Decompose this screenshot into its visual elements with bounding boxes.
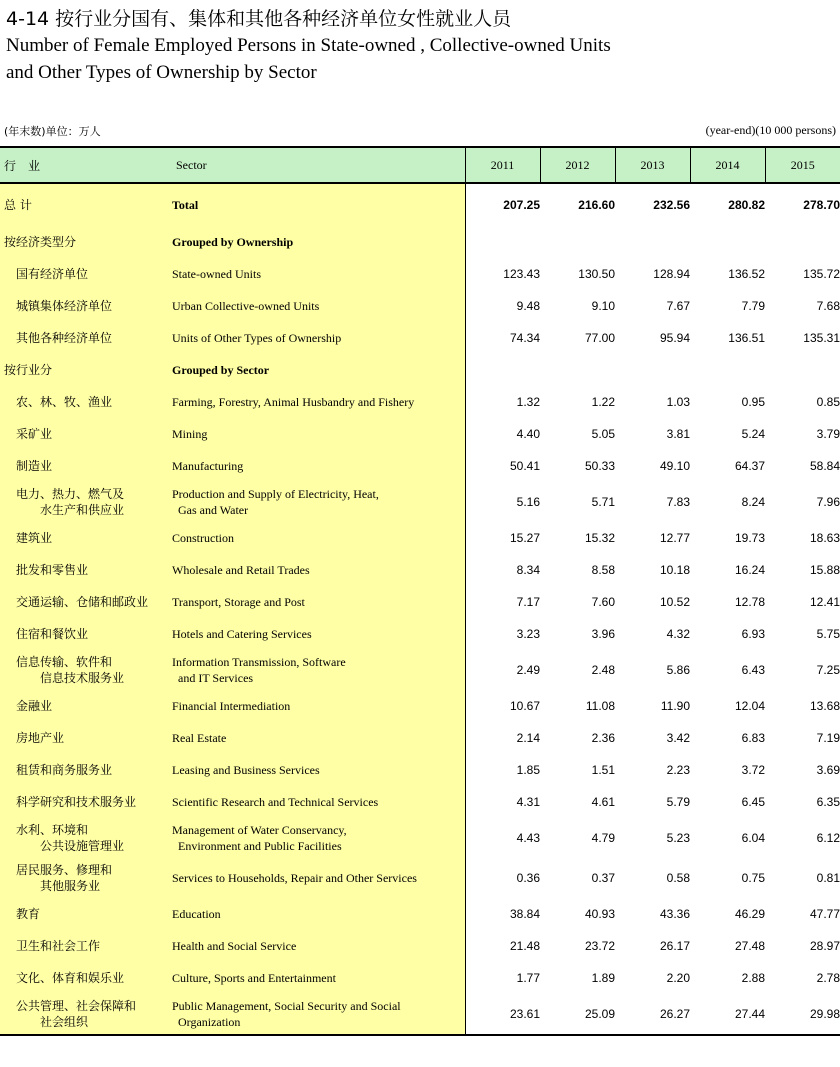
value-cell: 77.00 xyxy=(584,331,615,345)
value-cell: 1.89 xyxy=(591,971,615,985)
value-cell: 0.58 xyxy=(666,871,690,885)
value-cell: 135.31 xyxy=(803,331,840,345)
table-row xyxy=(0,858,840,898)
value-cell xyxy=(465,226,540,258)
value-cell: 1.85 xyxy=(516,763,540,777)
sector-name-chinese xyxy=(0,322,172,354)
value-cell: 6.45 xyxy=(741,795,765,809)
sector-name-english xyxy=(172,754,465,786)
value-cell: 10.52 xyxy=(659,595,690,609)
value-cell: 5.86 xyxy=(666,663,690,677)
value-cell: 15.88 xyxy=(809,563,840,577)
table-body xyxy=(0,183,840,1035)
sector-name-english-line: Transport, Storage and Post xyxy=(172,595,305,609)
value-cell: 95.94 xyxy=(659,331,690,345)
sector-name-chinese xyxy=(0,183,172,226)
sector-name-english xyxy=(172,690,465,722)
table-row xyxy=(0,754,840,786)
sector-name-english xyxy=(172,482,465,522)
value-cell: 3.42 xyxy=(666,731,690,745)
group-header-row xyxy=(0,226,840,258)
sector-name-english-line: Mining xyxy=(172,427,208,441)
sector-name-english xyxy=(172,962,465,994)
value-cell: 28.97 xyxy=(809,939,840,953)
value-cell: 4.79 xyxy=(591,831,615,845)
table-row xyxy=(0,962,840,994)
table-row xyxy=(0,618,840,650)
sector-name-english-line: Gas and Water xyxy=(178,503,249,517)
value-cell: 7.19 xyxy=(816,731,840,745)
table-row xyxy=(0,786,840,818)
value-cell xyxy=(465,354,540,386)
value-cell: 2.49 xyxy=(516,663,540,677)
sector-name-chinese xyxy=(0,418,172,450)
sector-name-chinese-line: 居民服务、修理和 xyxy=(16,863,113,877)
sector-name-chinese-line: 采矿业 xyxy=(16,427,53,441)
value-cell: 6.04 xyxy=(741,831,765,845)
value-cell: 1.51 xyxy=(591,763,615,777)
value-cell: 7.96 xyxy=(816,495,840,509)
sector-name-chinese-line: 交通运输、仓储和邮政业 xyxy=(16,595,149,609)
sector-name-english xyxy=(172,994,465,1035)
sector-name-chinese xyxy=(0,962,172,994)
table-row xyxy=(0,554,840,586)
value-cell: 13.68 xyxy=(809,699,840,713)
sector-name-english xyxy=(172,386,465,418)
value-cell: 5.16 xyxy=(516,495,540,509)
value-cell: 12.04 xyxy=(734,699,765,713)
sector-name-chinese-line: 公共管理、社会保障和 xyxy=(16,999,137,1013)
value-cell xyxy=(690,226,765,258)
sector-name-english-line: Wholesale and Retail Trades xyxy=(172,563,310,577)
sector-name-chinese xyxy=(0,858,172,898)
value-cell: 43.36 xyxy=(659,907,690,921)
sector-name-english xyxy=(172,818,465,858)
table-row xyxy=(0,722,840,754)
sector-name-chinese-line: 批发和零售业 xyxy=(16,563,89,577)
value-cell: 3.81 xyxy=(666,427,690,441)
value-cell: 4.31 xyxy=(516,795,540,809)
value-cell xyxy=(540,354,615,386)
value-cell xyxy=(765,354,840,386)
sector-name-chinese xyxy=(0,618,172,650)
sector-name-english-line: Leasing and Business Services xyxy=(172,763,320,777)
value-cell: 6.43 xyxy=(741,663,765,677)
sector-name-chinese-line: 房地产业 xyxy=(16,731,65,745)
table-row xyxy=(0,418,840,450)
sector-name-english-line: Hotels and Catering Services xyxy=(172,627,312,641)
value-cell: 7.83 xyxy=(666,495,690,509)
sector-name-english-line: Education xyxy=(172,907,221,921)
value-cell: 7.67 xyxy=(666,299,690,313)
table-row xyxy=(0,930,840,962)
table-row xyxy=(0,450,840,482)
sector-name-english-line: Urban Collective-owned Units xyxy=(172,299,320,313)
value-cell: 4.32 xyxy=(666,627,690,641)
header-year: 2012 xyxy=(540,147,615,183)
value-cell: 11.90 xyxy=(660,699,690,713)
value-cell: 3.96 xyxy=(591,627,615,641)
value-cell: 27.44 xyxy=(690,994,765,1035)
sector-name-chinese-line: 农、林、牧、渔业 xyxy=(16,395,113,409)
unit-note-chinese: (年末数)单位：万人 xyxy=(4,125,101,138)
total-row xyxy=(0,183,840,226)
sector-name-chinese xyxy=(0,898,172,930)
value-cell: 7.68 xyxy=(816,299,840,313)
table-row xyxy=(0,898,840,930)
sector-name-english xyxy=(172,786,465,818)
value-cell: 4.40 xyxy=(516,427,540,441)
value-cell: 3.79 xyxy=(816,427,840,441)
sector-name-english-line: Culture, Sports and Entertainment xyxy=(172,971,336,985)
value-cell: 3.23 xyxy=(516,627,540,641)
value-cell xyxy=(540,226,615,258)
value-cell: 10.18 xyxy=(659,563,690,577)
sector-name-chinese-line: 卫生和社会工作 xyxy=(16,939,101,953)
data-table xyxy=(0,146,840,1036)
sector-name-english xyxy=(172,650,465,690)
sector-name-chinese-line: 水生产和供应业 xyxy=(40,503,125,517)
sector-name-chinese-line: 金融业 xyxy=(16,699,53,713)
header-row xyxy=(0,147,840,183)
sector-name-english-line: Organization xyxy=(178,1015,241,1029)
sector-name-chinese xyxy=(0,786,172,818)
value-cell: 8.34 xyxy=(516,563,540,577)
value-cell: 15.32 xyxy=(584,531,615,545)
table-title-english-line2: and Other Types of Ownership by Sector xyxy=(6,62,317,83)
value-cell: 26.27 xyxy=(615,994,690,1035)
table-row xyxy=(0,994,840,1035)
sector-name-chinese xyxy=(0,290,172,322)
value-cell: 12.41 xyxy=(809,595,840,609)
sector-name-english xyxy=(172,290,465,322)
value-cell: 7.17 xyxy=(516,595,540,609)
value-cell: 8.24 xyxy=(741,495,765,509)
sector-name-chinese-line: 总 计 xyxy=(4,198,32,212)
sector-name-chinese xyxy=(0,994,172,1035)
value-cell: 7.25 xyxy=(816,663,840,677)
sector-name-chinese-line: 公共设施管理业 xyxy=(40,839,125,853)
value-cell: 7.79 xyxy=(741,299,765,313)
value-cell: 2.20 xyxy=(666,971,690,985)
value-cell: 6.35 xyxy=(816,795,840,809)
sector-name-english xyxy=(172,618,465,650)
value-cell: 5.23 xyxy=(666,831,690,845)
sector-name-chinese xyxy=(0,354,172,386)
sector-name-english xyxy=(172,554,465,586)
table-row xyxy=(0,322,840,354)
value-cell: 5.79 xyxy=(666,795,690,809)
sector-name-english xyxy=(172,258,465,290)
value-cell: 4.61 xyxy=(591,795,615,809)
sector-name-chinese-line: 城镇集体经济单位 xyxy=(16,299,113,313)
sector-name-chinese-line: 水利、环境和 xyxy=(16,823,89,837)
sector-name-chinese-line: 信息技术服务业 xyxy=(40,671,125,685)
group-header-row xyxy=(0,354,840,386)
sector-name-english xyxy=(172,183,465,226)
sector-name-chinese-line: 科学研究和技术服务业 xyxy=(16,795,137,809)
sector-name-english xyxy=(172,722,465,754)
value-cell: 49.10 xyxy=(659,459,690,473)
value-cell: 50.33 xyxy=(584,459,615,473)
value-cell: 0.85 xyxy=(816,395,840,409)
sector-name-chinese-line: 租赁和商务服务业 xyxy=(16,763,113,777)
sector-name-english-line: Information Transmission, Software xyxy=(172,655,346,669)
value-cell: 0.95 xyxy=(741,395,765,409)
sector-name-chinese xyxy=(0,650,172,690)
value-cell: 207.25 xyxy=(503,198,540,212)
value-cell: 1.22 xyxy=(591,395,615,409)
sector-name-english xyxy=(172,354,465,386)
unit-note-english: (year-end)(10 000 persons) xyxy=(705,123,836,137)
value-cell: 1.77 xyxy=(516,971,540,985)
value-cell: 50.41 xyxy=(509,459,540,473)
sector-name-english-line: Manufacturing xyxy=(172,459,244,473)
sector-name-english xyxy=(172,418,465,450)
sector-name-chinese-line: 教育 xyxy=(16,907,41,921)
value-cell: 46.29 xyxy=(734,907,765,921)
value-cell: 3.69 xyxy=(816,763,840,777)
value-cell: 5.71 xyxy=(591,495,615,509)
header-year: 2013 xyxy=(615,147,690,183)
value-cell: 136.52 xyxy=(728,267,765,281)
header-year: 2014 xyxy=(690,147,765,183)
sector-name-chinese xyxy=(0,450,172,482)
value-cell: 27.48 xyxy=(734,939,765,953)
header-sector-chinese: 行 业 xyxy=(0,147,172,183)
sector-name-chinese xyxy=(0,690,172,722)
sector-name-chinese-line: 其他服务业 xyxy=(40,879,101,893)
value-cell: 2.36 xyxy=(591,731,615,745)
table-row xyxy=(0,482,840,522)
value-cell: 0.36 xyxy=(516,871,540,885)
value-cell: 25.09 xyxy=(540,994,615,1035)
table-title-english-line1: Number of Female Employed Persons in State-owned , Collective-owned Units xyxy=(6,35,611,56)
sector-name-english xyxy=(172,898,465,930)
sector-name-chinese-line: 按行业分 xyxy=(4,363,53,377)
sector-name-english-line: and IT Services xyxy=(178,671,254,685)
value-cell: 2.48 xyxy=(591,663,615,677)
value-cell: 0.81 xyxy=(816,871,840,885)
value-cell: 2.14 xyxy=(516,731,540,745)
sector-name-chinese xyxy=(0,226,172,258)
value-cell: 16.24 xyxy=(734,563,765,577)
sector-name-english xyxy=(172,586,465,618)
value-cell: 128.94 xyxy=(653,267,690,281)
table-title-chinese: 4-14 按行业分国有、集体和其他各种经济单位女性就业人员 xyxy=(6,8,512,30)
sector-name-english xyxy=(172,858,465,898)
value-cell: 12.78 xyxy=(734,595,765,609)
value-cell: 5.24 xyxy=(741,427,765,441)
value-cell: 47.77 xyxy=(809,907,840,921)
value-cell: 232.56 xyxy=(653,198,690,212)
sector-name-english-line: Environment and Public Facilities xyxy=(178,839,342,853)
sector-name-chinese-line: 电力、热力、燃气及 xyxy=(16,487,125,501)
value-cell: 2.23 xyxy=(666,763,690,777)
table-row xyxy=(0,586,840,618)
header-sector-english: Sector xyxy=(172,147,465,183)
sector-name-chinese xyxy=(0,386,172,418)
value-cell: 216.60 xyxy=(578,198,615,212)
value-cell: 130.50 xyxy=(578,267,615,281)
value-cell: 1.03 xyxy=(666,395,690,409)
header-year: 2015 xyxy=(765,147,840,183)
value-cell: 23.61 xyxy=(465,994,540,1035)
sector-name-chinese-line: 其他各种经济单位 xyxy=(16,331,113,345)
sector-name-english xyxy=(172,930,465,962)
value-cell: 74.34 xyxy=(509,331,540,345)
sector-name-chinese-line: 按经济类型分 xyxy=(4,235,77,249)
value-cell: 9.10 xyxy=(591,299,615,313)
value-cell xyxy=(615,226,690,258)
value-cell: 26.17 xyxy=(659,939,690,953)
sector-name-english xyxy=(172,226,465,258)
table-row xyxy=(0,258,840,290)
value-cell: 15.27 xyxy=(509,531,540,545)
value-cell: 29.98 xyxy=(765,994,840,1035)
sector-name-english-line: Scientific Research and Technical Services xyxy=(172,795,379,809)
value-cell: 23.72 xyxy=(584,939,615,953)
table-row xyxy=(0,290,840,322)
value-cell: 2.88 xyxy=(741,971,765,985)
table-row xyxy=(0,818,840,858)
sector-name-english-line: Public Management, Social Security and Social xyxy=(172,999,401,1013)
sector-name-chinese xyxy=(0,930,172,962)
value-cell: 4.43 xyxy=(516,831,540,845)
sector-name-english-line: Health and Social Service xyxy=(172,939,297,953)
sector-name-english-line: Units of Other Types of Ownership xyxy=(172,331,342,345)
sector-name-chinese xyxy=(0,258,172,290)
sector-name-chinese-line: 国有经济单位 xyxy=(16,267,89,281)
sector-name-chinese xyxy=(0,586,172,618)
value-cell: 11.08 xyxy=(585,699,615,713)
value-cell: 1.32 xyxy=(516,395,540,409)
sector-name-chinese xyxy=(0,554,172,586)
sector-name-chinese-line: 建筑业 xyxy=(16,531,53,545)
table-row xyxy=(0,386,840,418)
table-row xyxy=(0,650,840,690)
sector-name-chinese xyxy=(0,818,172,858)
sector-name-english-line: Financial Intermediation xyxy=(172,699,291,713)
sector-name-chinese-line: 住宿和餐饮业 xyxy=(16,627,89,641)
value-cell: 9.48 xyxy=(516,299,540,313)
header-year: 2011 xyxy=(465,147,540,183)
sector-name-chinese-line: 信息传输、软件和 xyxy=(16,655,113,669)
sector-name-english xyxy=(172,322,465,354)
table-header xyxy=(0,147,840,183)
value-cell: 5.75 xyxy=(816,627,840,641)
value-cell: 40.93 xyxy=(584,907,615,921)
sector-name-english-line: Services to Households, Repair and Other Services xyxy=(172,871,417,885)
sector-name-chinese xyxy=(0,722,172,754)
sector-name-chinese-line: 文化、体育和娱乐业 xyxy=(16,971,125,985)
sector-name-chinese xyxy=(0,482,172,522)
sector-name-english-line: Real Estate xyxy=(172,731,227,745)
sector-name-english-line: Farming, Forestry, Animal Husbandry and Fishery xyxy=(172,395,415,409)
value-cell: 135.72 xyxy=(803,267,840,281)
sector-name-chinese-line: 制造业 xyxy=(16,459,53,473)
sector-name-english xyxy=(172,522,465,554)
sector-name-chinese xyxy=(0,522,172,554)
table-row xyxy=(0,690,840,722)
sector-name-english-line: Grouped by Ownership xyxy=(172,235,294,249)
sector-name-chinese-line: 社会组织 xyxy=(40,1015,89,1029)
value-cell: 19.73 xyxy=(734,531,765,545)
sector-name-chinese xyxy=(0,754,172,786)
sector-name-english xyxy=(172,450,465,482)
value-cell: 5.05 xyxy=(591,427,615,441)
value-cell: 7.60 xyxy=(591,595,615,609)
sector-name-english-line: Construction xyxy=(172,531,234,545)
value-cell: 12.77 xyxy=(659,531,690,545)
value-cell: 3.72 xyxy=(741,763,765,777)
table-row xyxy=(0,522,840,554)
value-cell xyxy=(615,354,690,386)
sector-name-english-line: Production and Supply of Electricity, Heat, xyxy=(172,487,379,501)
value-cell: 280.82 xyxy=(728,198,765,212)
sector-name-english-line: State-owned Units xyxy=(172,267,261,281)
value-cell: 278.70 xyxy=(803,198,840,212)
value-cell: 21.48 xyxy=(509,939,540,953)
value-cell: 2.78 xyxy=(816,971,840,985)
value-cell: 123.43 xyxy=(503,267,540,281)
sector-name-english-line: Grouped by Sector xyxy=(172,363,270,377)
value-cell: 6.93 xyxy=(741,627,765,641)
sector-name-english-line: Management of Water Conservancy, xyxy=(172,823,347,837)
value-cell xyxy=(765,226,840,258)
value-cell: 0.75 xyxy=(741,871,765,885)
value-cell: 58.84 xyxy=(809,459,840,473)
value-cell: 10.67 xyxy=(509,699,540,713)
value-cell: 6.83 xyxy=(741,731,765,745)
value-cell: 6.12 xyxy=(816,831,840,845)
value-cell: 64.37 xyxy=(734,459,765,473)
sector-name-english-line: Total xyxy=(172,198,199,212)
value-cell: 136.51 xyxy=(728,331,765,345)
value-cell: 18.63 xyxy=(809,531,840,545)
value-cell: 0.37 xyxy=(591,871,615,885)
value-cell: 38.84 xyxy=(509,907,540,921)
value-cell: 8.58 xyxy=(591,563,615,577)
value-cell xyxy=(690,354,765,386)
